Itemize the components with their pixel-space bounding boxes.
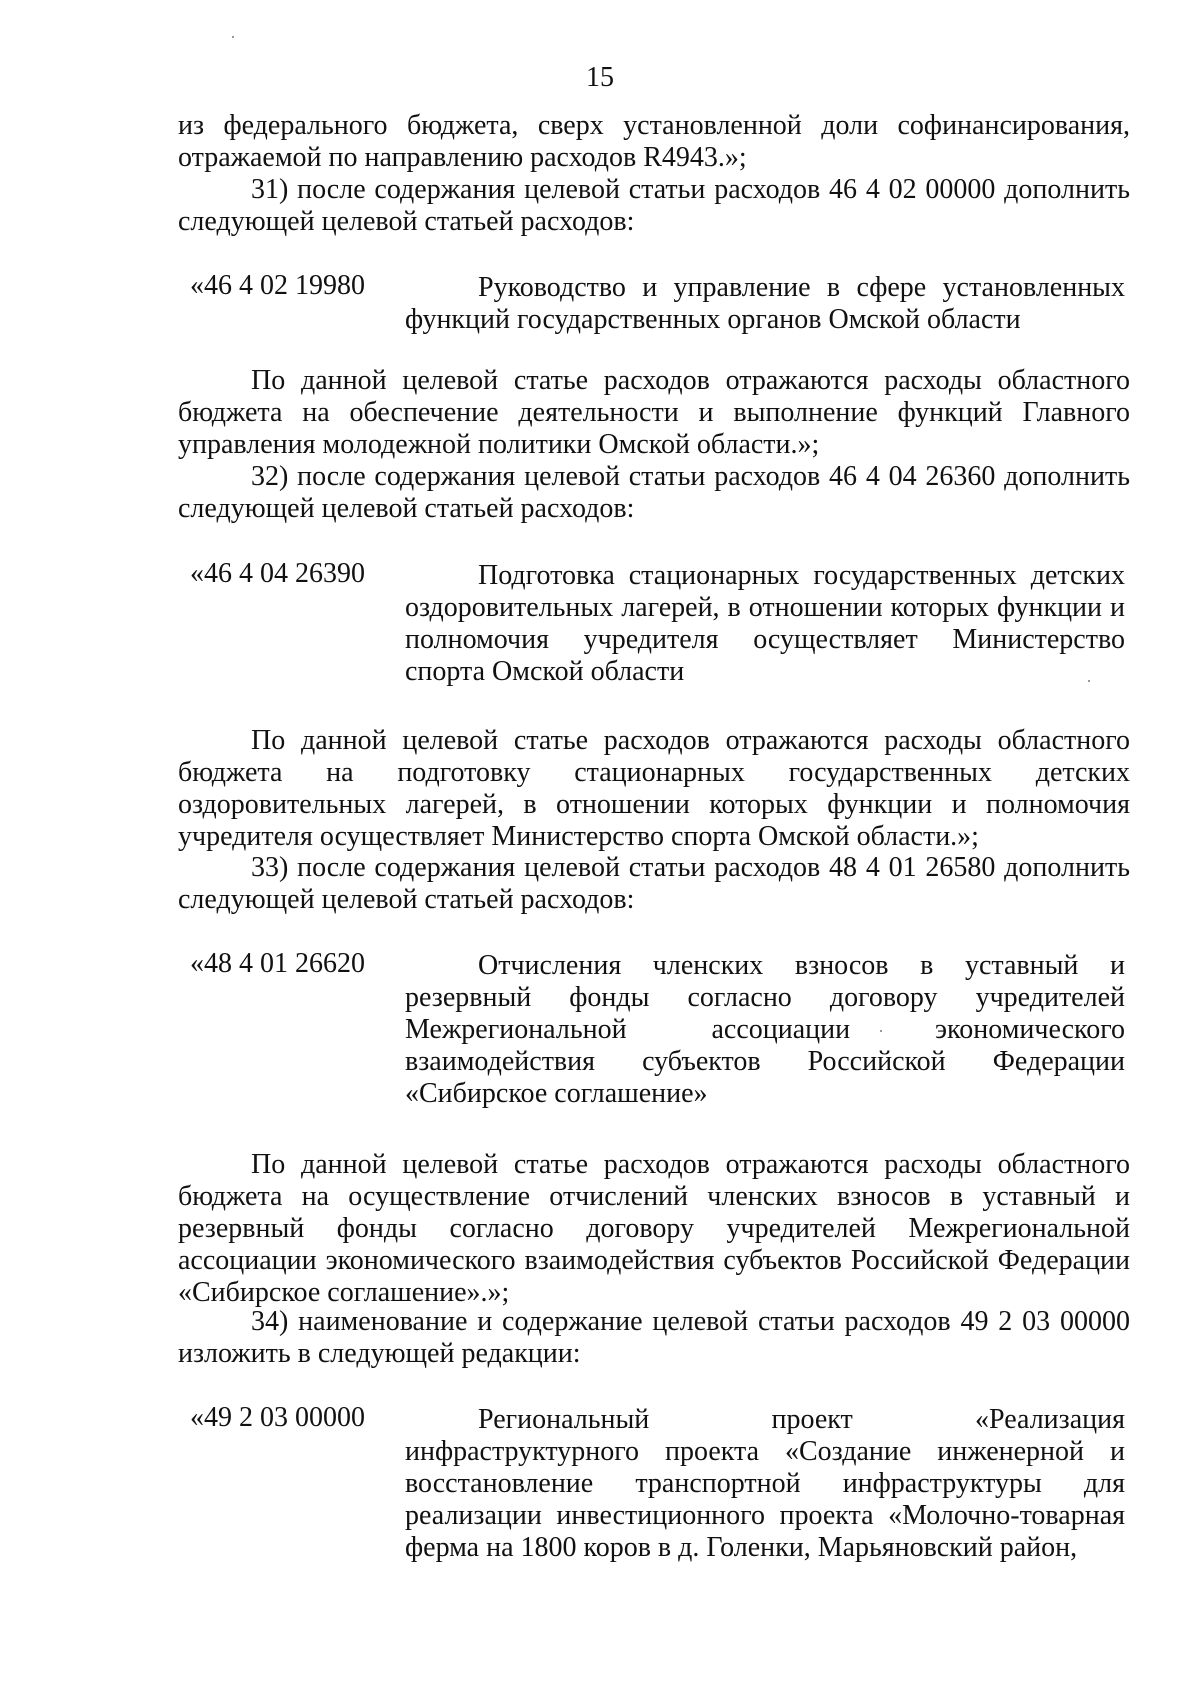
scan-speck	[232, 36, 234, 38]
article-description: По данной целевой статье расходов отражаются расходы областного бюджета на подготовку стационарных государственных детских оздоровительных лагерей, в отношении которых функции и полномочия учредителя осуществляет Министерство спорта Омской области.»;	[178, 725, 1130, 852]
budget-article-title: Отчисления членских взносов в уставный и резервный фонды согласно договору учредителей Межрегиональной ассоциации экономического взаимодействия субъектов Российской Федерации «Сибирское соглашение»	[405, 950, 1125, 1109]
page-number: 15	[586, 62, 614, 93]
article-description: По данной целевой статье расходов отражаются расходы областного бюджета на осуществление отчислений членских взносов в уставный и резервный фонды согласно договору учредителей Межрегиональной ассоциации экономического взаимодействия субъектов Российской Федерации «Сибирское соглашение».»;	[178, 1149, 1130, 1308]
instruction-31: 31) после содержания целевой статьи расходов 46 4 02 00000 дополнить следующей целевой статьей расходов:	[178, 174, 1130, 237]
budget-code-48-4-01-26620: «48 4 01 26620	[190, 948, 365, 979]
budget-article-title: Региональный проект «Реализация инфраструктурного проекта «Создание инженерной и восстановление транспортной инфраструктуры для реализации инвестиционного проекта «Молочно-товарная ферма на 1800 коров в д. Голенки, Марьяновский район,	[405, 1404, 1125, 1563]
budget-article-title: Подготовка стационарных государственных детских оздоровительных лагерей, в отношении которых функции и полномочия учредителя осуществляет Министерство спорта Омской области	[405, 560, 1125, 687]
instruction-34: 34) наименование и содержание целевой статьи расходов 49 2 03 00000 изложить в следующей редакции:	[178, 1306, 1130, 1369]
instruction-33: 33) после содержания целевой статьи расходов 48 4 01 26580 дополнить следующей целевой статьей расходов:	[178, 852, 1130, 915]
article-description: По данной целевой статье расходов отражаются расходы областного бюджета на обеспечение деятельности и выполнение функций Главного управления молодежной политики Омской области.»;	[178, 365, 1130, 460]
budget-article-title: Руководство и управление в сфере установленных функций государственных органов Омской области	[405, 272, 1125, 335]
budget-code-46-4-04-26390: «46 4 04 26390	[190, 558, 365, 589]
instruction-32: 32) после содержания целевой статьи расходов 46 4 04 26360 дополнить следующей целевой статьей расходов:	[178, 461, 1130, 524]
budget-code-46-4-02-19980: «46 4 02 19980	[190, 270, 365, 301]
intro-paragraph: из федерального бюджета, сверх установленной доли софинансирования, отражаемой по направлению расходов R4943.»;	[178, 110, 1130, 173]
budget-code-49-2-03-00000: «49 2 03 00000	[190, 1402, 365, 1433]
